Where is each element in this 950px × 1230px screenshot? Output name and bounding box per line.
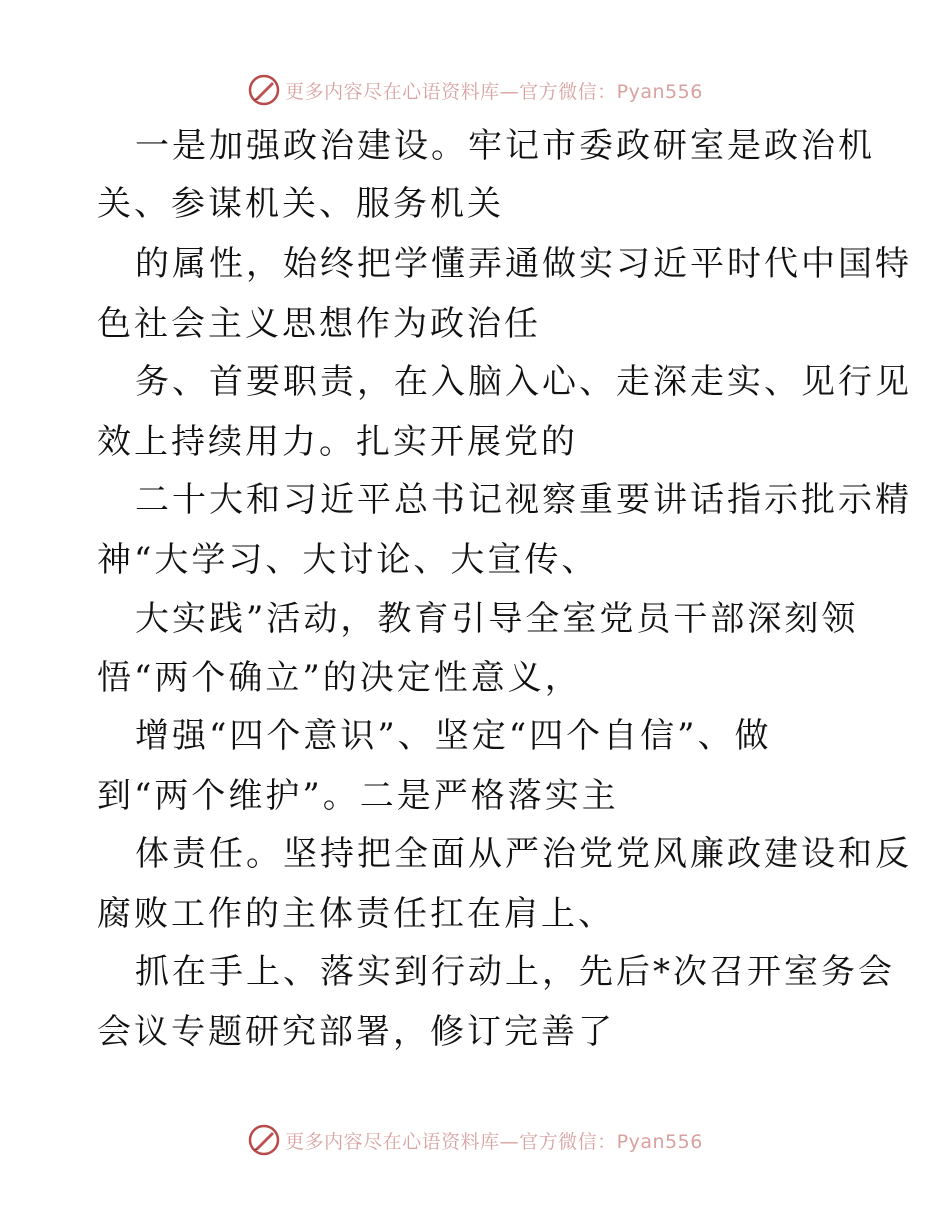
text-line: 的属性，始终把学懂弄通做实习近平时代中国特 xyxy=(135,244,912,284)
text-line: 二十大和习近平总书记视察重要讲话指示批示精 xyxy=(135,480,912,520)
text-line: 腐败工作的主体责任扛在肩上、 xyxy=(97,894,615,934)
text-line: 抓在手上、落实到行动上，先后*次召开室务会 xyxy=(135,952,895,992)
text-line: 神“大学习、大讨论、大宣传、 xyxy=(97,540,599,580)
text-line: 会议专题研究部署，修订完善了 xyxy=(97,1012,615,1052)
text-line: 色社会主义思想作为政治任 xyxy=(97,304,541,344)
footer-banner xyxy=(0,1120,950,1160)
text-line: 增强“四个意识”、坚定“四个自信”、做 xyxy=(135,716,772,756)
banner-text: 更多内容尽在心语资料库—官方微信：Pyan556 xyxy=(285,80,703,103)
text-line: 效上持续用力。扎实开展党的 xyxy=(97,422,578,462)
text-line: 务、首要职责，在入脑入心、走深走实、见行见 xyxy=(135,362,912,402)
text-line: 大实践”活动，教育引导全室党员干部深刻领 xyxy=(135,599,859,639)
text-line: 体责任。坚持把全面从严治党党风廉政建设和反 xyxy=(135,834,912,874)
pen-logo-icon xyxy=(247,1123,281,1157)
banner-text: 更多内容尽在心语资料库—官方微信：Pyan556 xyxy=(285,1130,703,1153)
text-line: 悟“两个确立”的决定性意义， xyxy=(97,658,582,698)
text-line: 一是加强政治建设。牢记市委政研室是政治机 xyxy=(135,126,875,166)
text-line: 关、参谋机关、服务机关 xyxy=(97,184,504,224)
text-line: 到“两个维护”。二是严格落实主 xyxy=(97,776,619,816)
